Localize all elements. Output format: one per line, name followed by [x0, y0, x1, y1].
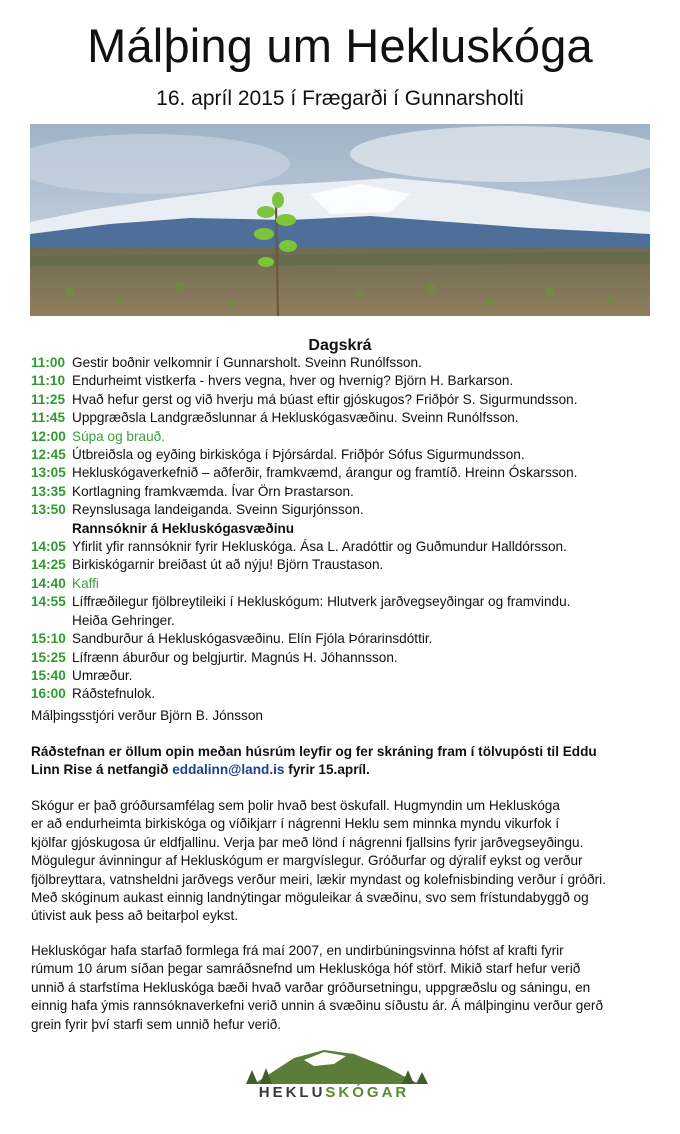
agenda-text: Gestir boðnir velkomnir í Gunnarsholt. Sveinn Runólfsson. — [72, 355, 422, 370]
paragraph-line: rúmum 10 árum síðan þegar samráðsnefnd um Hekluskóga hóf störf. Mikið starf hefur verið — [31, 961, 581, 977]
agenda-heading: Dagskrá — [308, 337, 372, 354]
registration-line: Ráðstefnan er öllum opin meðan húsrúm leyfir og fer skráning fram í tölvupósti til Eddu — [31, 744, 597, 759]
agenda-item — [31, 501, 661, 519]
registration-text: Linn Rise á netfangið — [31, 762, 173, 778]
page-title: Málþing um Hekluskóga — [87, 19, 593, 72]
agenda-time: 15:10 — [31, 631, 66, 647]
agenda-time: 14:55 — [31, 594, 66, 610]
paragraph-line: einnig hafa ýmis rannsóknaverkefni verið unnin á svæðinu síðustu ár. Á málþinginu verður gerð — [31, 998, 604, 1014]
agenda-text: Uppgræðsla Landgræðslunnar á Hekluskógasvæðinu. Sveinn Runólfsson. — [72, 410, 519, 426]
agenda-text: Hekluskógaverkefnið – aðferðir, framkvæmd, árangur og framtíð. Hreinn Óskarsson. — [72, 465, 578, 481]
paragraph-line: grein fyrir því starfi sem unnið hefur verið. — [31, 1016, 282, 1032]
agenda-text: Sandburður á Hekluskógasvæðinu. Elín Fjóla Þórarinsdóttir. — [72, 631, 433, 647]
agenda-item — [31, 391, 661, 409]
agenda-time: 15:25 — [31, 649, 66, 665]
agenda-item — [31, 446, 661, 464]
agenda-text: Útbreiðsla og eyðing birkiskóga í Þjórsárdal. Friðþór Sófus Sigurmundsson. — [72, 447, 525, 463]
agenda-time: 12:00 — [31, 428, 66, 444]
paragraph-line: Með skóginum aukast einnig landnýtingar möguleikar á svæðinu, svo sem frístundabyggð og — [31, 890, 589, 906]
agenda-item — [31, 372, 661, 390]
paragraph-forest — [31, 797, 656, 926]
agenda-time: 14:05 — [31, 539, 66, 555]
paragraph-line: fjölbreyttara, vatnsheldni jarðvegs verður meiri, lækir myndast og kolefnisbinding verður í gróðri. — [31, 871, 606, 887]
agenda-item — [31, 483, 661, 501]
agenda-list — [31, 354, 661, 704]
hekluskogar-logo — [234, 1044, 434, 1104]
moderator-note: Málþingsstjóri verður Björn B. Jónsson — [31, 708, 263, 723]
registration-text: fyrir 15.apríl. — [284, 762, 370, 778]
agenda-item-continuation: Heiða Gehringer. — [72, 612, 175, 628]
registration-line — [31, 761, 656, 779]
paragraph-line: kjölfar gjóskugosa úr eldfjallinu. Verja þar með lönd í nágrenni fjallsins fyrir jarðvegseyðingu. — [31, 834, 584, 850]
agenda-item — [31, 464, 661, 482]
paragraph-line: er að endurheimta birkiskóga og víðikjarr í nágrenni Heklu sem minnka myndu vikurfok í — [31, 816, 560, 832]
agenda-item — [31, 649, 661, 667]
agenda-time: 16:00 — [31, 686, 66, 702]
agenda-time: 15:40 — [31, 667, 66, 683]
agenda-text: Líffræðilegur fjölbreytileiki í Hekluskógum: Hlutverk jarðvegseyðingar og framvindu. — [72, 594, 571, 610]
agenda-item — [31, 354, 661, 372]
logo-word-part: HEKLU — [258, 1084, 326, 1101]
agenda-item — [31, 409, 661, 427]
agenda-time: 14:40 — [31, 575, 66, 591]
agenda-time: 11:25 — [31, 391, 66, 407]
agenda-item — [31, 593, 661, 611]
agenda-text: Reynslusaga landeiganda. Sveinn Sigurjónsson. — [72, 502, 364, 518]
mountain-tree-logo-icon — [234, 1044, 434, 1088]
agenda-item — [31, 685, 661, 703]
paragraph-line: Skógur er það gróðursamfélag sem þolir hvað best öskufall. Hugmyndin um Hekluskóga — [31, 798, 560, 813]
agenda-time: 13:50 — [31, 502, 66, 518]
logo-word-part: SKÓGAR — [325, 1084, 410, 1101]
agenda-text: Birkiskógarnir breiðast út að nýju! Björn Traustason. — [72, 557, 384, 573]
agenda-text: Yfirlit yfir rannsóknir fyrir Hekluskóga. Ása L. Aradóttir og Guðmundur Halldórsson. — [72, 539, 567, 555]
email-link[interactable]: eddalinn@land.is — [172, 762, 285, 778]
agenda-text: Lífrænn áburður og belgjurtir. Magnús H. Jóhannsson. — [72, 649, 398, 665]
agenda-section-heading: Rannsóknir á Hekluskógasvæðinu — [72, 520, 295, 536]
agenda-time: 11:00 — [31, 355, 66, 370]
agenda-time: 11:45 — [31, 410, 66, 426]
agenda-text: Kortlagning framkvæmda. Ívar Örn Þrastarson. — [72, 483, 354, 499]
hero-photo — [30, 124, 650, 316]
registration-note — [31, 743, 656, 780]
agenda-time: 13:35 — [31, 483, 66, 499]
paragraph-line: útivist auk þess að beitarþol eykst. — [31, 908, 239, 924]
agenda-item — [31, 630, 661, 648]
agenda-item-break — [31, 428, 661, 446]
agenda-text: Ráðstefnulok. — [72, 686, 156, 702]
agenda-item — [31, 538, 661, 556]
agenda-text: Súpa og brauð. — [72, 428, 165, 444]
agenda-text: Kaffi — [72, 575, 99, 591]
agenda-text: Hvað hefur gerst og við hverju má búast eftir gjóskugos? Friðþór S. Sigurmundsson. — [72, 391, 578, 407]
paragraph-line: Hekluskógar hafa starfað formlega frá maí 2007, en undirbúningsvinna hófst af krafti fyrir — [31, 943, 564, 958]
agenda-text: Umræður. — [72, 667, 133, 683]
paragraph-history — [31, 942, 656, 1034]
logo-wordmark — [234, 1084, 434, 1101]
agenda-time: 13:05 — [31, 465, 66, 481]
paragraph-line: unnið á starfstíma Hekluskóga bæði hvað varðar gróðursetningu, uppgræðslu og sáningu, en — [31, 979, 591, 995]
agenda-item — [31, 556, 661, 574]
agenda-item-break — [31, 575, 661, 593]
paragraph-line: Mögulegur ávinningur af Hekluskógum er margvíslegur. Gróðurfar og dýralíf eykst og verður — [31, 853, 583, 869]
agenda-time: 11:10 — [31, 373, 66, 389]
agenda-item — [31, 667, 661, 685]
agenda-text: Endurheimt vistkerfa - hvers vegna, hver og hvernig? Björn H. Barkarson. — [72, 373, 514, 389]
page-subtitle: 16. apríl 2015 í Frægarði í Gunnarsholti — [156, 87, 524, 110]
agenda-time: 14:25 — [31, 557, 66, 573]
agenda-time: 12:45 — [31, 447, 66, 463]
